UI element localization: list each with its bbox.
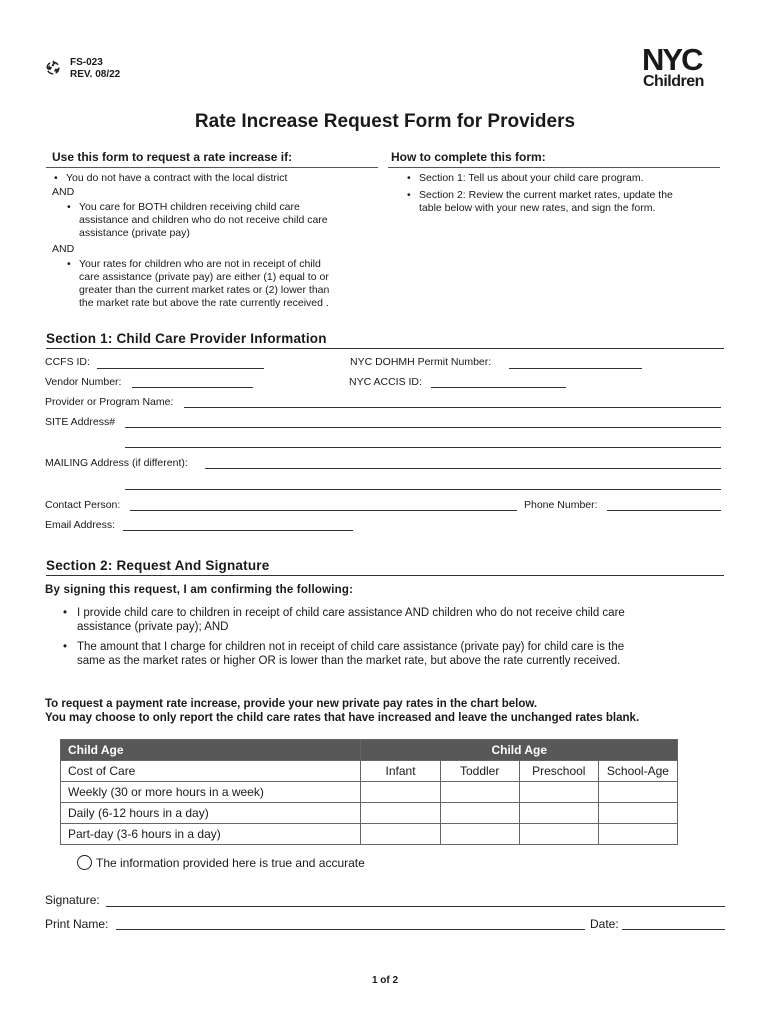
dohmh-permit-field[interactable] — [509, 368, 642, 369]
right-column-heading: How to complete this form: — [391, 150, 546, 164]
table-row — [61, 803, 678, 824]
page-title: Rate Increase Request Form for Providers — [194, 111, 576, 132]
left-column-heading: Use this form to request a rate increase if: — [52, 150, 293, 164]
provider-name-label: Provider or Program Name: — [45, 396, 174, 408]
left-column-rule — [46, 167, 378, 168]
page-number: 1 of 2 — [371, 975, 399, 986]
and-label-2: AND — [52, 243, 75, 255]
part-day-preschool-cell[interactable] — [519, 824, 598, 845]
logo-nyc-text: NYC — [642, 42, 702, 77]
signature-label: Signature: — [45, 893, 100, 907]
form-code-block — [70, 57, 120, 81]
site-address-label: SITE Address# — [45, 416, 116, 428]
table-header-row — [61, 740, 678, 761]
contact-person-label: Contact Person: — [45, 499, 121, 511]
nyc-children-logo — [640, 42, 724, 94]
form-code: FS-023 — [70, 57, 103, 68]
rate-instructions: To request a payment rate increase, provide your new private pay rates in the chart below. You may choose to only report the child care rates that have increased and leave the unchanged rates blank. — [45, 698, 640, 724]
provider-name-field[interactable] — [184, 407, 721, 408]
table-row — [61, 824, 678, 845]
table-subheader-row — [61, 761, 678, 782]
print-name-field[interactable] — [116, 929, 585, 930]
confirm-bullet-2: • The amount that I charge for children not in receipt of child care assistance (private pay) for child care is the same as the market rates or higher OR is lower than the market rate, but above the rate currently received. — [63, 641, 625, 667]
date-field[interactable] — [622, 929, 725, 930]
email-address-label: Email Address: — [45, 519, 116, 531]
ccfs-id-label: CCFS ID: — [45, 356, 90, 368]
accis-id-field[interactable] — [431, 387, 566, 388]
row-label-weekly: Weekly (30 or more hours in a week) — [61, 782, 361, 803]
header-child-age-right: Child Age — [361, 740, 678, 761]
dohmh-permit-label: NYC DOHMH Permit Number: — [350, 356, 492, 368]
and-label-1: AND — [52, 186, 75, 198]
col-infant: Infant — [361, 761, 440, 782]
section2-title: Section 2: Request And Signature — [46, 558, 270, 573]
mailing-address-field-line2[interactable] — [125, 489, 721, 490]
attest-radio[interactable] — [77, 855, 92, 870]
right-bullet-2: • Section 2: Review the current market rates, update the table below with your new rates, and sign the form. — [407, 189, 673, 214]
email-address-field[interactable] — [123, 530, 353, 531]
vendor-number-label: Vendor Number: — [45, 376, 122, 388]
weekly-school-age-cell[interactable] — [598, 782, 677, 803]
logo-children-text: Children — [643, 73, 704, 90]
part-day-toddler-cell[interactable] — [440, 824, 519, 845]
weekly-toddler-cell[interactable] — [440, 782, 519, 803]
vendor-number-field[interactable] — [132, 387, 253, 388]
col-toddler: Toddler — [440, 761, 519, 782]
right-column-rule — [388, 167, 720, 168]
cost-of-care-label: Cost of Care — [61, 761, 361, 782]
confirm-bullet-1: • I provide child care to children in receipt of child care assistance AND children who do not receive child care assistance (private pay); AND — [63, 607, 625, 633]
left-bullet-1: • You do not have a contract with the local district — [54, 172, 288, 184]
right-bullet-1: • Section 1: Tell us about your child care program. — [407, 172, 644, 184]
phone-number-label: Phone Number: — [524, 499, 598, 511]
col-school-age: School-Age — [598, 761, 677, 782]
weekly-infant-cell[interactable] — [361, 782, 440, 803]
section2-rule — [46, 575, 724, 576]
rates-table — [60, 739, 678, 845]
daily-school-age-cell[interactable] — [598, 803, 677, 824]
mailing-address-field[interactable] — [205, 468, 721, 469]
col-preschool: Preschool — [519, 761, 598, 782]
attest-label: The information provided here is true and accurate — [96, 856, 365, 870]
form-revision: REV. 08/22 — [70, 69, 121, 80]
daily-infant-cell[interactable] — [361, 803, 440, 824]
site-address-field-line2[interactable] — [125, 447, 721, 448]
left-bullet-2: • You care for BOTH children receiving child care assistance and children who do not receive child care assistance (private pay) — [67, 201, 328, 239]
print-name-label: Print Name: — [45, 917, 109, 931]
daily-toddler-cell[interactable] — [440, 803, 519, 824]
part-day-infant-cell[interactable] — [361, 824, 440, 845]
daily-preschool-cell[interactable] — [519, 803, 598, 824]
part-day-school-age-cell[interactable] — [598, 824, 677, 845]
ccfs-id-field[interactable] — [97, 368, 264, 369]
signature-field[interactable] — [106, 906, 725, 907]
header-child-age-left: Child Age — [61, 740, 361, 761]
left-bullet-3: • Your rates for children who are not in receipt of child care assistance (private pay) are either (1) equal to or greater than the current market rates or (2) lower than the market rate but above the rate currently received . — [67, 258, 330, 309]
row-label-daily: Daily (6-12 hours in a day) — [61, 803, 361, 824]
confirm-heading: By signing this request, I am confirming the following: — [45, 584, 354, 596]
date-label: Date: — [590, 917, 619, 931]
weekly-preschool-cell[interactable] — [519, 782, 598, 803]
recycle-icon — [44, 58, 62, 76]
table-row — [61, 782, 678, 803]
row-label-part-day: Part-day (3-6 hours in a day) — [61, 824, 361, 845]
section1-title: Section 1: Child Care Provider Information — [46, 331, 327, 346]
phone-number-field[interactable] — [607, 510, 721, 511]
accis-id-label: NYC ACCIS ID: — [349, 376, 422, 388]
mailing-address-label: MAILING Address (if different): — [45, 457, 188, 469]
site-address-field[interactable] — [125, 427, 721, 428]
contact-person-field[interactable] — [130, 510, 517, 511]
section1-rule — [46, 348, 724, 349]
